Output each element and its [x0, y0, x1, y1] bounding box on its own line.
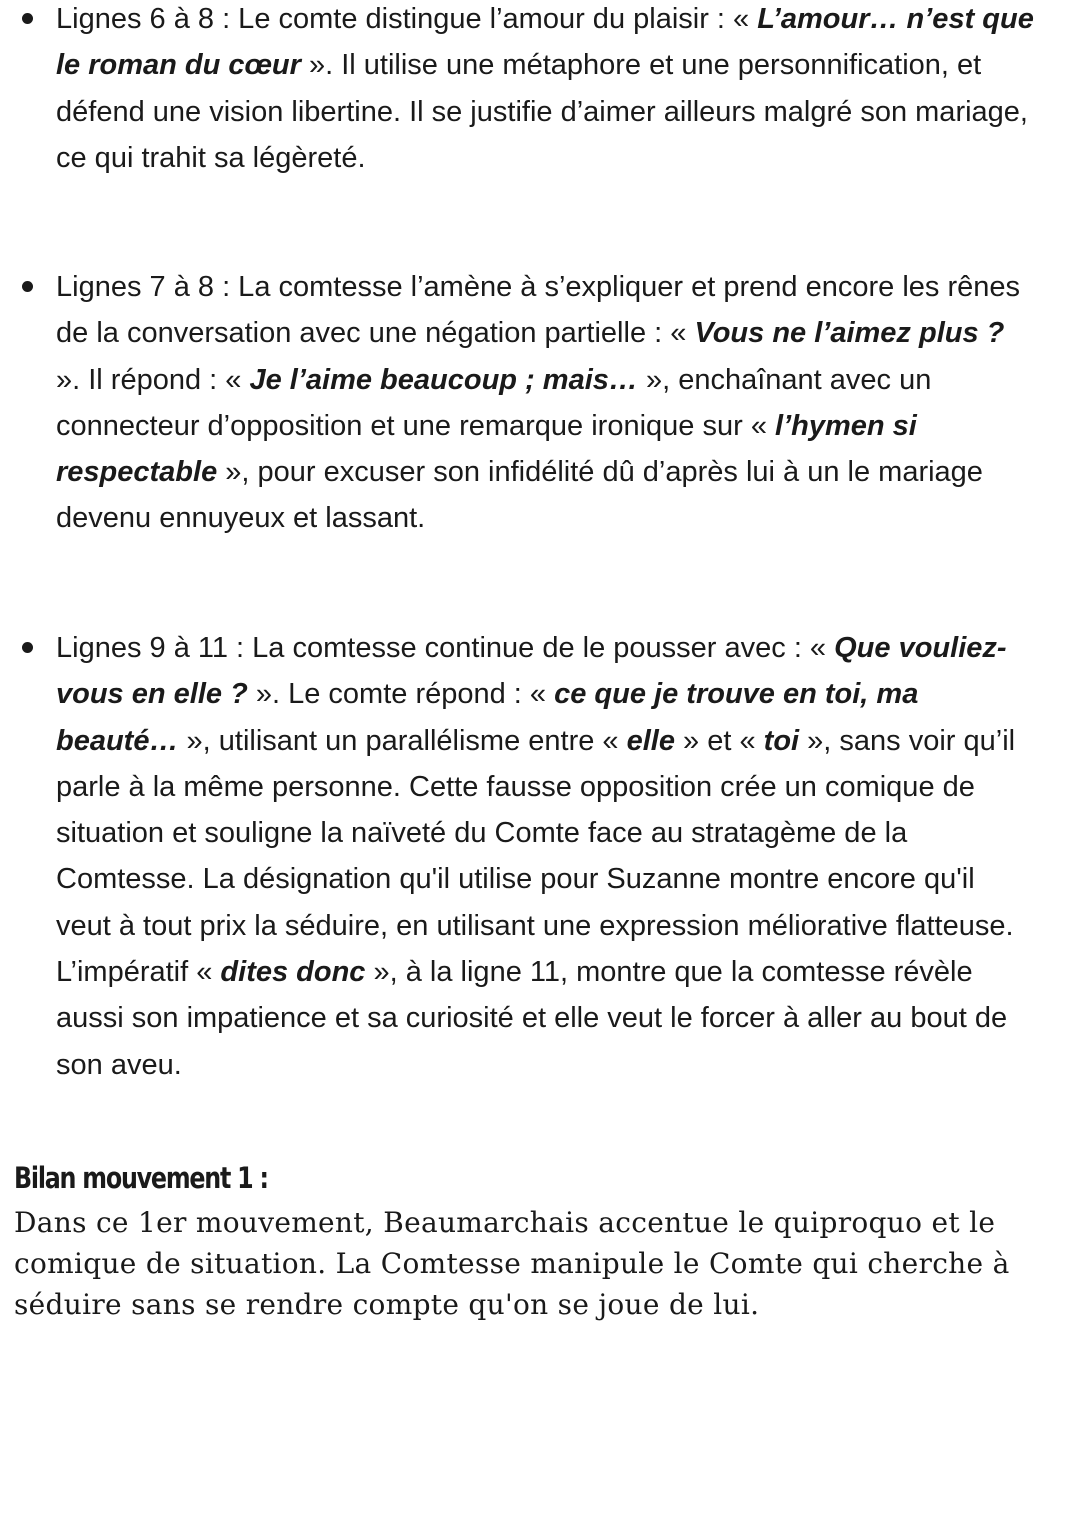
bullet-seg: ». Le comte répond : «	[247, 678, 555, 711]
bullet-dot-icon	[22, 642, 33, 653]
bullet-quote: Que vouliez-vous en elle ?	[56, 632, 1007, 711]
bilan-paragraph: Dans ce 1er mouvement, Beaumarchais accentue le quiproquo et le comique de situation. La Comtesse manipule le Comte qui cherche à séduire sans se rendre compte qu'on se joue de lui.	[14, 1206, 1010, 1321]
bullet-quote: elle	[626, 724, 675, 757]
bullet-item-lignes-6-8	[0, 0, 1080, 181]
bullet-item-lignes-9-11	[0, 625, 1080, 1088]
bullet-dot-icon	[22, 13, 33, 24]
bullet-quote: Vous ne l’aimez plus ?	[694, 317, 1005, 350]
bullet-quote: Je l’aime beaucoup ; mais…	[249, 363, 638, 396]
bullet-seg: Lignes 9 à 11 : La comtesse continue de le pousser avec : «	[56, 632, 835, 664]
bullet-seg: ». Il répond : «	[56, 363, 250, 396]
bullet-seg: », à la ligne 11, montre que la comtesse révèle aussi son impatience et sa curiosité et elle veut le forcer à aller au bout de son aveu.	[56, 956, 1008, 1081]
bullet-seg: », pour excuser son infidélité dû d’après lui à un le mariage devenu ennuyeux et lassant.	[56, 456, 983, 535]
bullet-seg: », sans voir qu’il parle à la même personne. Cette fausse opposition crée un comique de situation et souligne la naïveté du Comte face au stratagème de la Comtesse. La désignation qu'il utilise pour Suzanne montre encore qu'il veut à tout prix la séduire, en utilisant une expression méliorative flatteuse. L’impératif «	[56, 724, 1016, 989]
bullet-item-lignes-7-8	[0, 264, 1080, 542]
bullet-quote: l’hymen si respectable	[56, 409, 917, 489]
bilan-heading: Bilan mouvement 1 :	[14, 1161, 268, 1195]
bullet-seg: » et «	[675, 724, 764, 757]
bullet-quote: L’amour… n’est que le roman du cœur	[56, 3, 1034, 82]
bullet-seg: Lignes 7 à 8 : La comtesse l’amène à s’expliquer et prend encore les rênes de la conversation avec une négation partielle : «	[56, 271, 1021, 350]
bullet-seg: Lignes 6 à 8 : Le comte distingue l’amour du plaisir : «	[56, 3, 758, 35]
bullet-quote: dites donc	[220, 956, 366, 989]
bullet-seg: », utilisant un parallélisme entre «	[178, 724, 627, 757]
bullet-quote: ce que je trouve en toi, ma beauté…	[56, 678, 919, 757]
bullet-seg: », enchaînant avec un connecteur d’opposition et une remarque ironique sur «	[56, 363, 932, 442]
bullet-seg: ». Il utilise une métaphore et une personnification, et défend une vision libertine. Il se justifie d’aimer ailleurs malgré son mariage, ce qui trahit sa légèreté.	[56, 49, 1028, 174]
bullet-dot-icon	[22, 281, 33, 292]
bullet-quote: toi	[763, 724, 800, 757]
